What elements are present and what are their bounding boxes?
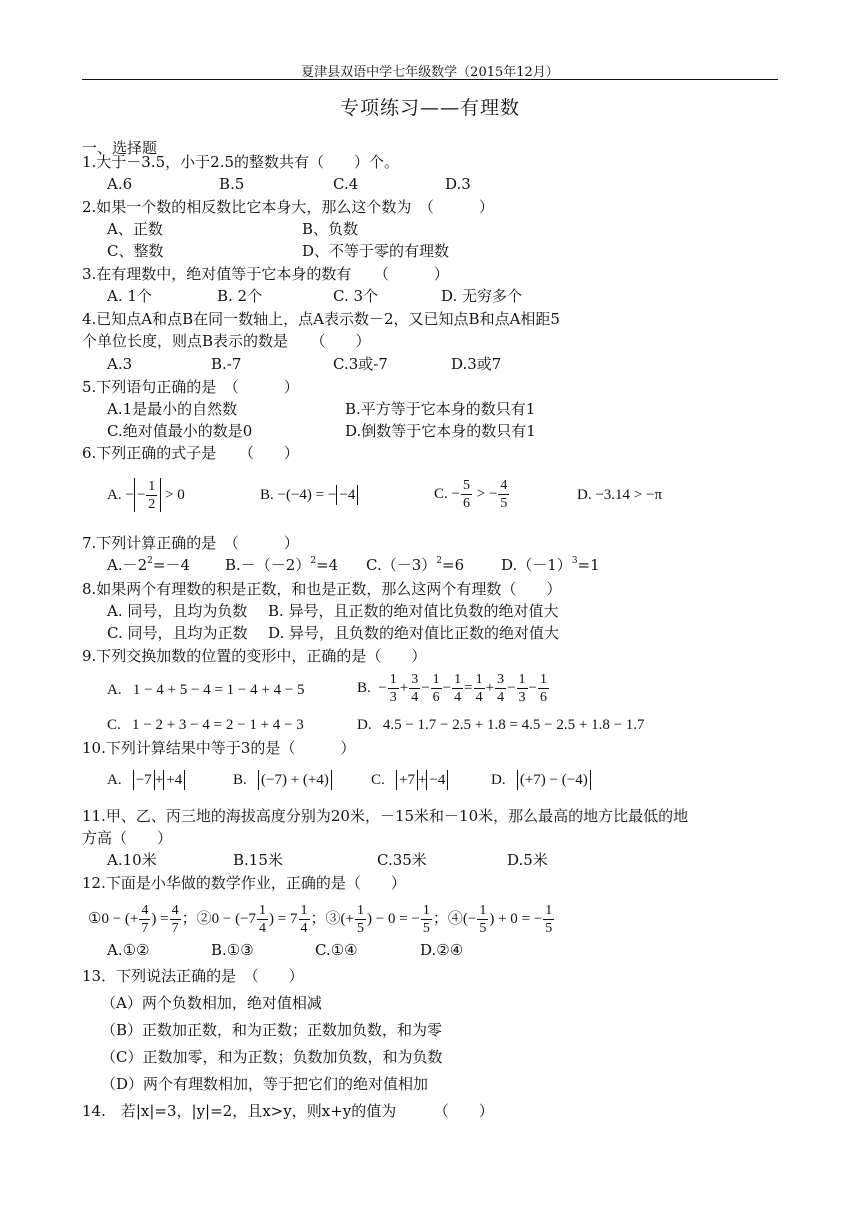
q9-b-frac-6 xyxy=(495,672,506,705)
q12-e4-frac xyxy=(477,903,488,936)
q3-option-d: D. 无穷多个 xyxy=(441,287,523,305)
q6-a-num: 1 xyxy=(148,479,156,495)
q6-c-den2: 5 xyxy=(500,496,508,511)
q4-option-a: A.3 xyxy=(107,355,133,373)
q6-c-fraction-2 xyxy=(498,478,509,511)
q7-a-base: A.－2 xyxy=(107,556,148,574)
q9-b-d2: 4 xyxy=(411,690,419,705)
q6-b-lhs: −(−4) = xyxy=(277,487,325,503)
header-rule xyxy=(82,79,778,80)
q3-option-b: B. 2个 xyxy=(217,287,263,305)
q12-e1-lhs: ①0 − (+ xyxy=(88,910,139,927)
q10-b-label: B. xyxy=(233,772,247,788)
q9-option-d xyxy=(357,715,645,735)
q6-c-num1: 5 xyxy=(462,478,470,493)
q9-a-label: A. xyxy=(107,682,122,698)
q10-c-label: C. xyxy=(371,772,385,788)
q9-b-frac-8 xyxy=(538,672,549,705)
q8-option-d: D. 异号，且负数的绝对值比正数的绝对值大 xyxy=(268,624,560,642)
q12-e2-eq: ) = 7 xyxy=(269,910,298,927)
q12-e4-num: 1 xyxy=(479,903,487,918)
q9-b-op6: − xyxy=(528,679,538,696)
q12-e3-den: 5 xyxy=(356,921,364,936)
q7-c-result: =6 xyxy=(442,556,465,574)
q10-c-abs1: +7 xyxy=(396,770,418,790)
question-4-stem-line1: 4.已知点A和点B在同一数轴上，点A表示数－2，又已知点B和点A相距5 xyxy=(82,310,560,328)
q7-c-base: C.（－3） xyxy=(366,556,437,574)
q6-c-num2: 4 xyxy=(500,478,508,493)
q1-option-d: D.3 xyxy=(445,175,471,193)
q9-b-op5: − xyxy=(507,679,516,696)
q11-option-a: A.10米 xyxy=(107,851,157,869)
q9-b-d5: 4 xyxy=(475,690,483,705)
q10-b-abs: (−7) + (+4) xyxy=(258,770,332,790)
q6-a-inner-minus: − xyxy=(136,487,146,503)
q12-e3-lhs: ③(+ xyxy=(325,910,354,927)
question-12-stem: 12.下面是小华做的数学作业，正确的是（ ） xyxy=(82,874,406,892)
q12-e3-den2: 5 xyxy=(422,921,430,936)
q10-option-a xyxy=(107,770,185,790)
q12-e2-sep: ； xyxy=(310,910,326,927)
q9-b-frac-1 xyxy=(388,672,399,705)
q9-option-b xyxy=(357,672,550,705)
question-10-stem: 10.下列计算结果中等于3的是（ ） xyxy=(82,739,356,757)
q3-option-a: A. 1个 xyxy=(107,287,152,305)
q12-e3-num: 1 xyxy=(356,903,364,918)
q10-a-abs1: −7 xyxy=(133,770,155,790)
q9-b-n4: 1 xyxy=(454,672,462,687)
q1-option-c: C.4 xyxy=(333,175,359,193)
q9-d-expr: 4.5 − 1.7 − 2.5 + 1.8 = 4.5 − 2.5 + 1.8 − 1.7 xyxy=(382,717,645,733)
section-heading: 一、选择题 xyxy=(82,139,158,157)
question-8-stem: 8.如果两个有理数的积是正数，和也是正数，那么这两个有理数（ ） xyxy=(82,580,562,598)
q12-e2-frac2 xyxy=(299,903,310,936)
q10-d-abs: (+7) − (−4) xyxy=(517,770,591,790)
q9-b-op0: − xyxy=(378,679,387,696)
q6-b-abs: −4 xyxy=(336,485,358,505)
q7-b-exp: 2 xyxy=(310,556,317,566)
q9-b-n2: 3 xyxy=(411,672,419,687)
q2-option-a: A、正数 xyxy=(107,220,163,238)
q9-b-n1: 1 xyxy=(389,672,397,687)
q8-option-b: B. 异号，且正数的绝对值比负数的绝对值大 xyxy=(268,602,559,620)
q7-option-d xyxy=(501,555,600,575)
q7-d-result: =1 xyxy=(577,556,600,574)
q7-b-result: =4 xyxy=(316,556,339,574)
q1-option-b: B.5 xyxy=(219,175,245,193)
q6-a-den: 2 xyxy=(148,497,156,513)
q12-expressions xyxy=(88,903,555,936)
q9-b-d7: 3 xyxy=(518,690,526,705)
q12-e3-num2: 1 xyxy=(422,903,430,918)
q7-option-a xyxy=(107,555,190,575)
q12-e1-frac2 xyxy=(170,903,181,936)
q6-c-compare: > − xyxy=(476,485,498,502)
q10-a-op: + xyxy=(154,772,164,788)
q6-d-label: D. xyxy=(577,487,592,503)
q9-b-d8: 6 xyxy=(540,690,548,705)
q9-b-d4: 4 xyxy=(454,690,462,705)
q12-e1-sep: ； xyxy=(181,910,197,927)
q7-a-exp: 2 xyxy=(147,556,153,566)
q6-a-minus: − xyxy=(125,487,134,503)
q9-b-label: B. xyxy=(357,679,371,696)
page-title: 专项练习——有理数 xyxy=(339,97,520,119)
question-14-stem: 14. 若|x|=3，|y|=2，且x>y，则x+y的值为 （ ） xyxy=(82,1102,494,1120)
q9-option-c xyxy=(107,715,304,735)
q9-b-d1: 3 xyxy=(389,690,397,705)
q13-option-b: （B）正数加正数，和为正数；正数加负数，和为零 xyxy=(101,1021,443,1039)
q11-option-c: C.35米 xyxy=(377,851,427,869)
q11-option-d: D.5米 xyxy=(507,851,548,869)
q10-option-b xyxy=(233,770,332,790)
q10-c-op: + xyxy=(417,772,427,788)
q6-c-den1: 6 xyxy=(462,496,470,511)
page-header: 夏津县双语中学七年级数学（2015年12月） xyxy=(301,65,559,80)
q12-e2-frac xyxy=(257,903,268,936)
q8-option-c: C. 同号，且均为正数 xyxy=(107,624,248,642)
q9-d-label: D. xyxy=(357,717,372,733)
q7-c-exp: 2 xyxy=(436,556,442,566)
q12-e4-den: 5 xyxy=(479,921,487,936)
q2-option-d: D、不等于零的有理数 xyxy=(302,242,450,260)
q9-b-frac-4 xyxy=(452,672,463,705)
q9-b-n3: 1 xyxy=(432,672,440,687)
q10-option-c xyxy=(371,770,448,790)
q6-b-minus: − xyxy=(327,487,337,503)
q8-option-a: A. 同号，且均为负数 xyxy=(107,602,248,620)
q9-b-n5: 1 xyxy=(475,672,483,687)
q9-c-label: C. xyxy=(107,717,121,733)
q12-e2-num2: 1 xyxy=(300,903,308,918)
question-3-stem: 3.在有理数中，绝对值等于它本身的数有 （ ） xyxy=(82,265,449,283)
q6-a-abs xyxy=(134,478,161,512)
q5-option-b: B.平方等于它本身的数只有1 xyxy=(345,400,536,418)
q10-option-d xyxy=(491,770,591,790)
q10-a-label: A. xyxy=(107,772,122,788)
q9-b-op3: − xyxy=(442,679,452,696)
q12-e1-frac xyxy=(139,903,150,936)
q7-a-result: =－4 xyxy=(152,556,191,574)
q13-option-d: （D）两个有理数相加，等于把它们的绝对值相加 xyxy=(101,1075,429,1093)
q12-e3-frac2 xyxy=(421,903,432,936)
q6-c-minus: − xyxy=(451,485,460,502)
q6-c-fraction-1 xyxy=(461,478,472,511)
question-5-stem: 5.下列语句正确的是 （ ） xyxy=(82,378,299,396)
q12-e1-den2: 7 xyxy=(171,921,179,936)
q12-e4-num2: 1 xyxy=(545,903,553,918)
q12-e1-den: 7 xyxy=(141,921,149,936)
q4-option-c: C.3或-7 xyxy=(333,355,388,373)
q1-option-a: A.6 xyxy=(107,175,133,193)
q6-c-label: C. xyxy=(434,485,448,502)
q9-b-n6: 3 xyxy=(497,672,505,687)
q12-e4-den2: 5 xyxy=(545,921,553,936)
q7-option-c xyxy=(366,555,464,575)
q2-option-c: C、整数 xyxy=(107,242,164,260)
q12-e2-num: 1 xyxy=(259,903,267,918)
q12-e2-lhs: ②0 − (−7 xyxy=(196,910,257,927)
q9-b-frac-3 xyxy=(431,672,442,705)
q6-a-rhs: > 0 xyxy=(165,487,185,503)
question-6-stem: 6.下列正确的式子是 （ ） xyxy=(82,444,299,462)
q12-option-c: C.①④ xyxy=(315,941,358,959)
q5-option-a: A.1是最小的自然数 xyxy=(107,400,238,418)
q9-b-d3: 6 xyxy=(432,690,440,705)
q13-option-a: （A）两个负数相加，绝对值相减 xyxy=(101,994,322,1012)
q12-e4-lhs: ④(− xyxy=(447,910,477,927)
q12-e4-frac2 xyxy=(543,903,554,936)
q6-d-expr: −3.14 > −π xyxy=(595,487,663,503)
q7-option-b xyxy=(225,555,338,575)
question-2-stem: 2.如果一个数的相反数比它本身大，那么这个数为 （ ） xyxy=(82,198,494,216)
q9-b-frac-5 xyxy=(474,672,485,705)
q10-d-label: D. xyxy=(491,772,506,788)
q10-c-abs2: −4 xyxy=(426,770,448,790)
q7-b-base: B.－（－2） xyxy=(225,556,311,574)
q12-e3-sep: ； xyxy=(432,910,448,927)
q10-a-abs2: +4 xyxy=(163,770,185,790)
q12-e3-eq: ) − 0 = − xyxy=(366,910,420,927)
q6-option-b xyxy=(260,485,358,505)
q9-b-eq: = xyxy=(464,679,473,696)
q9-b-op1: + xyxy=(399,679,409,696)
question-11-stem-line2: 方高（ ） xyxy=(82,829,173,847)
q9-option-a xyxy=(107,680,305,700)
q12-e2-den2: 4 xyxy=(300,921,308,936)
question-4-stem-line2: 个单位长度，则点B表示的数是 （ ） xyxy=(82,332,371,350)
q12-e4-eq: ) + 0 = − xyxy=(489,910,543,927)
q9-b-d6: 4 xyxy=(497,690,505,705)
q6-option-a xyxy=(107,478,185,512)
q12-e3-frac xyxy=(355,903,366,936)
q7-d-base: D.（－1） xyxy=(501,556,572,574)
q9-b-frac-2 xyxy=(409,672,420,705)
question-11-stem-line1: 11.甲、乙、丙三地的海拔高度分别为20米，－15米和－10米，那么最高的地方比最低的地 xyxy=(82,807,689,825)
q7-d-exp: 3 xyxy=(571,556,578,566)
question-9-stem: 9.下列交换加数的位置的变形中，正确的是（ ） xyxy=(82,647,427,665)
question-13-stem: 13．下列说法正确的是 （ ） xyxy=(82,967,304,985)
q9-b-frac-7 xyxy=(517,672,528,705)
q6-option-c xyxy=(434,478,510,511)
q6-a-label: A. xyxy=(107,487,122,503)
question-7-stem: 7.下列计算正确的是 （ ） xyxy=(82,534,299,552)
q6-a-fraction xyxy=(146,479,157,512)
q12-e2-den: 4 xyxy=(259,921,267,936)
q12-option-a: A.①② xyxy=(107,941,150,959)
q9-a-expr: 1 − 4 + 5 − 4 = 1 − 4 + 4 − 5 xyxy=(132,682,305,698)
q6-option-d xyxy=(577,485,662,505)
q9-b-op4: + xyxy=(485,679,495,696)
q9-c-expr: 1 − 2 + 3 − 4 = 2 − 1 + 4 − 3 xyxy=(132,717,304,733)
q12-option-d: D.②④ xyxy=(420,941,464,959)
q6-b-label: B. xyxy=(260,487,274,503)
q4-option-b: B.-7 xyxy=(211,355,242,373)
question-1-stem: 1.大于－3.5，小于2.5的整数共有（ ）个。 xyxy=(82,153,400,171)
q12-option-b: B.①③ xyxy=(211,941,254,959)
q5-option-d: D.倒数等于它本身的数只有1 xyxy=(345,422,536,440)
q2-option-b: B、负数 xyxy=(302,220,359,238)
q3-option-c: C. 3个 xyxy=(333,287,379,305)
q12-e1-num: 4 xyxy=(141,903,149,918)
q12-e1-num2: 4 xyxy=(171,903,179,918)
q9-b-n8: 1 xyxy=(540,672,548,687)
q12-e1-eq: ) = xyxy=(151,910,169,927)
q9-b-n7: 1 xyxy=(518,672,526,687)
q13-option-c: （C）正数加零，和为正数；负数加负数，和为负数 xyxy=(101,1048,443,1066)
q5-option-c: C.绝对值最小的数是0 xyxy=(107,422,253,440)
q11-option-b: B.15米 xyxy=(233,851,283,869)
q9-b-op2: − xyxy=(421,679,430,696)
q4-option-d: D.3或7 xyxy=(451,355,502,373)
